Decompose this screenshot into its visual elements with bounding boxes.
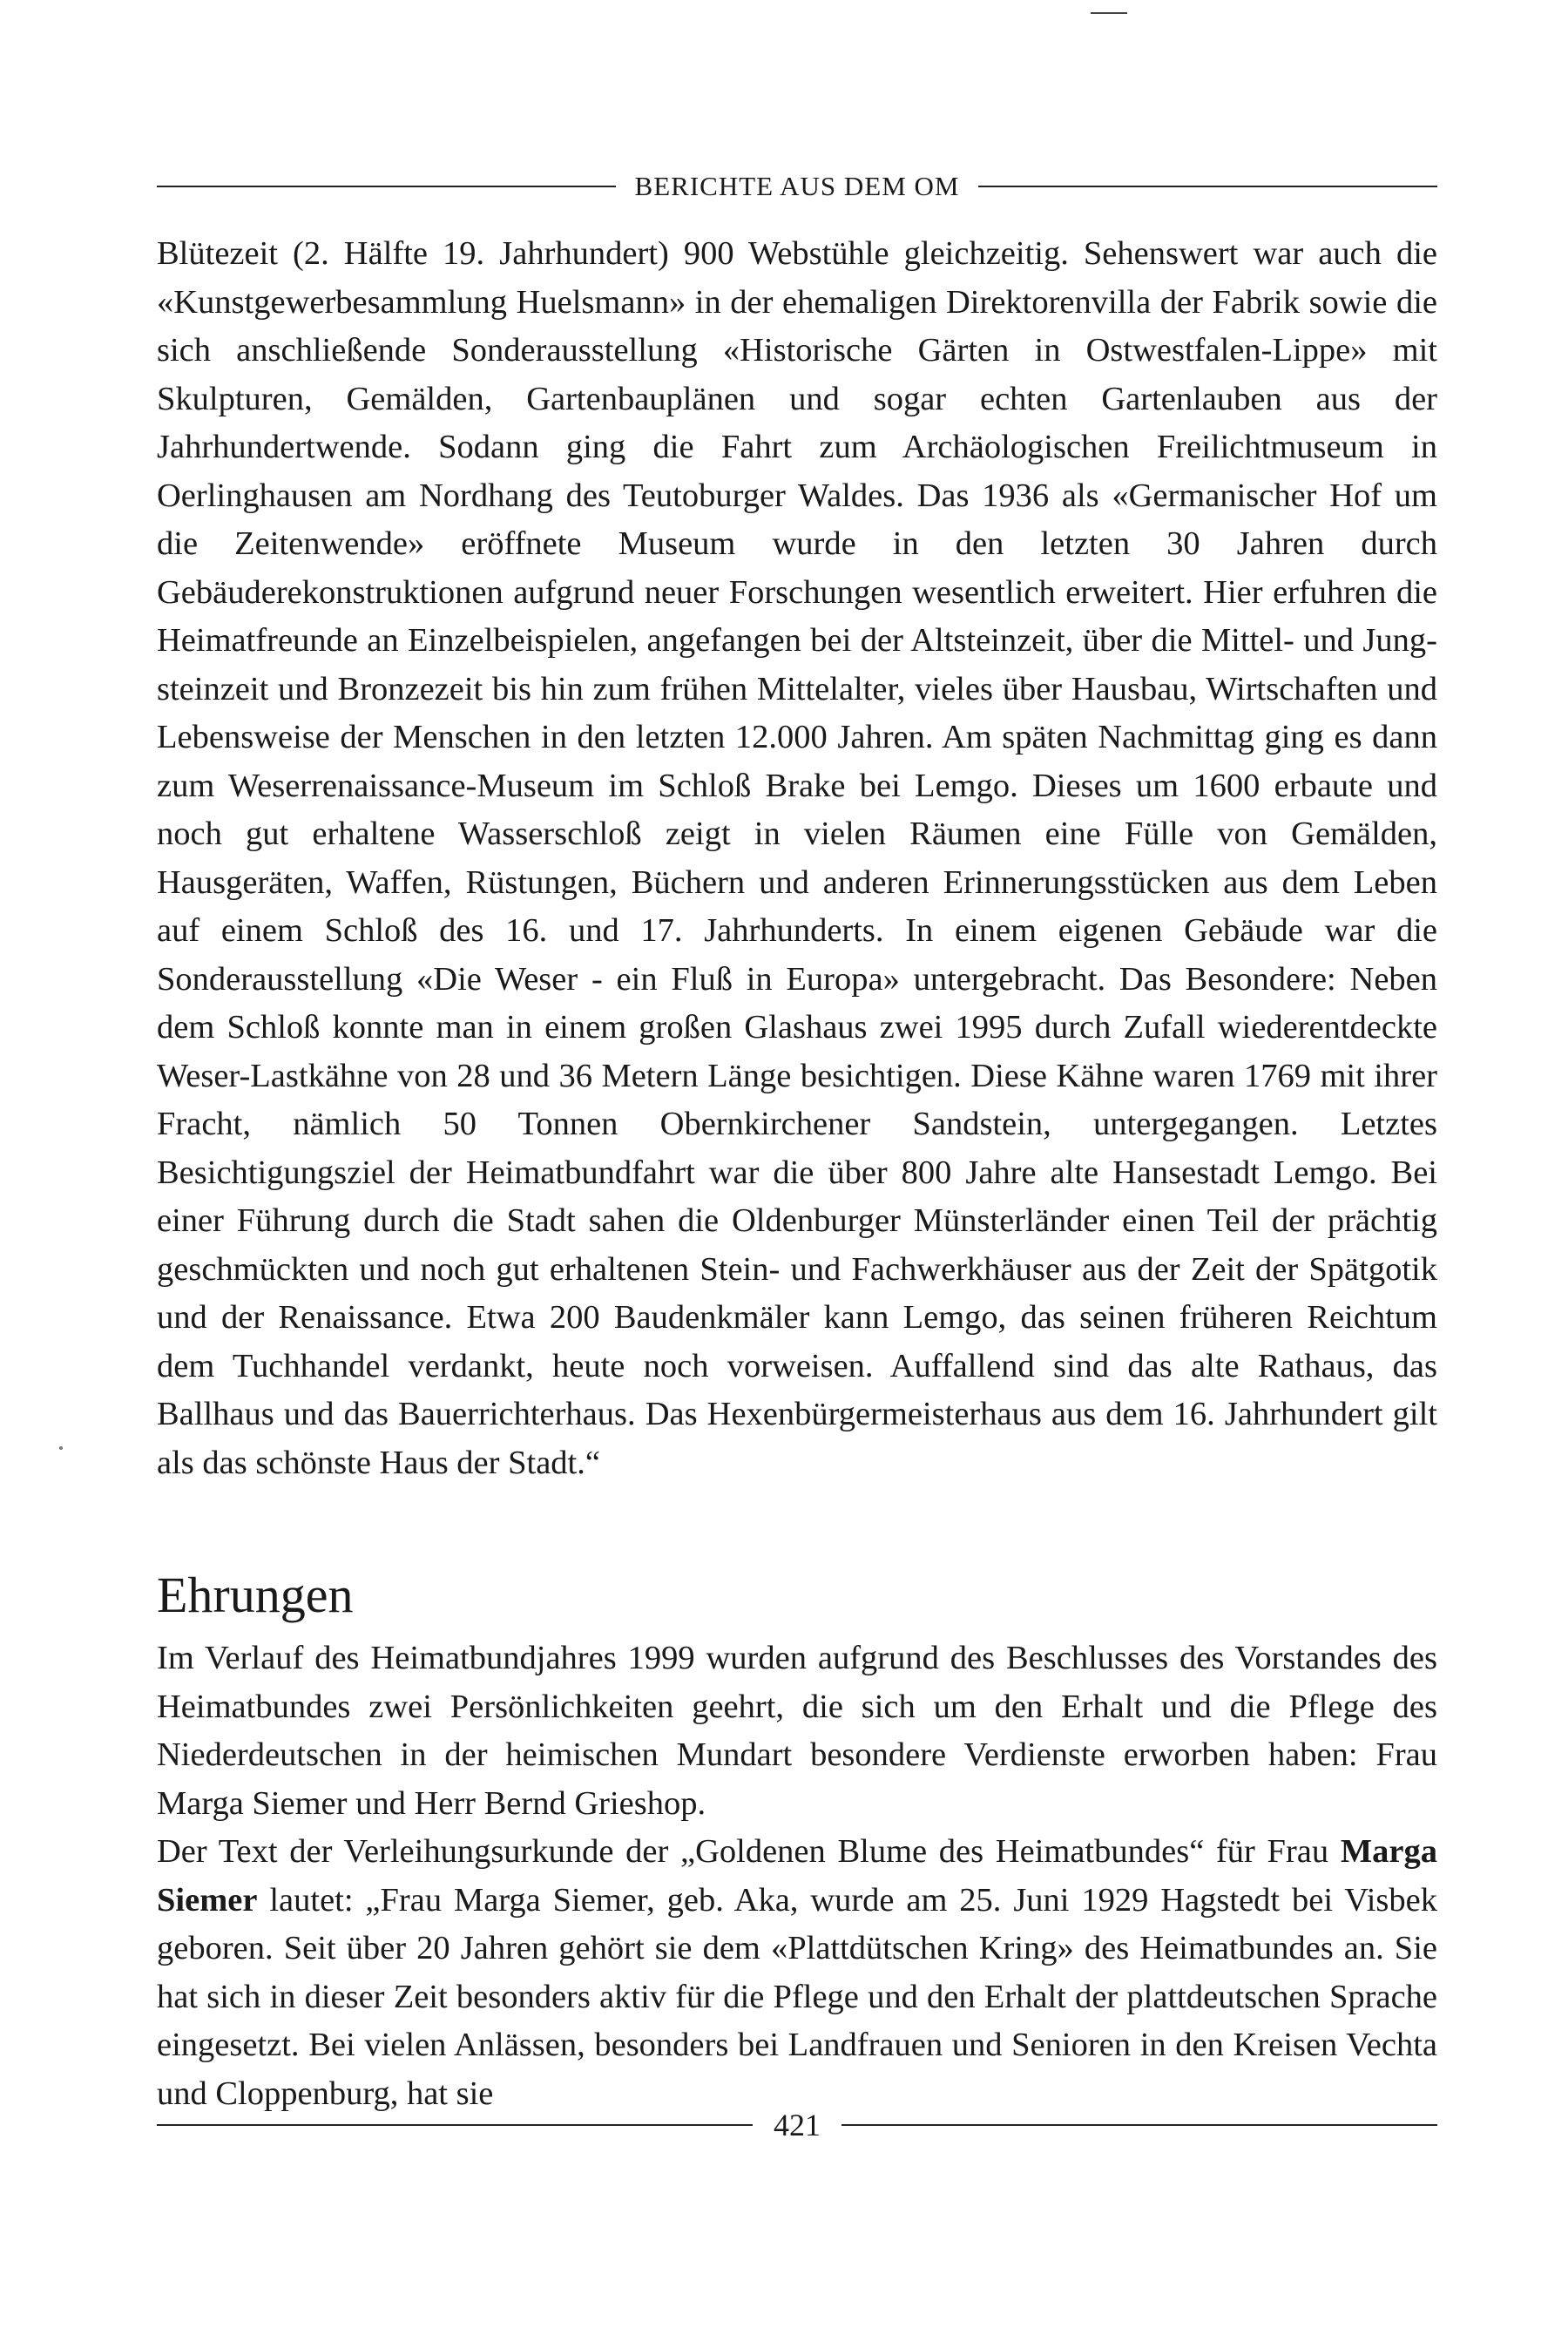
top-edge-mark [1091,12,1127,14]
running-header [157,171,1437,202]
honors-paragraph-2 [157,1828,1437,2118]
page-footer [157,2107,1437,2143]
margin-speck [59,1446,63,1450]
running-header-title: BERICHTE AUS DEM OM [634,171,960,201]
page-number: 421 [774,2108,821,2142]
honors-paragraph-2-rest: lautet: „Frau Marga Siemer, geb. Aka, wurde am 25. Juni 1929 Hagstedt bei Visbek geboren. Seit über 20 Jahren gehört sie dem «Plattdütschen Kring» des Heimatbundes an. Sie hat sich in dieser Zeit besonders aktiv für die Pflege und den Erhalt der plattdeutschen Sprache eingesetzt. Bei vielen Anlässen, besonders bei Landfrauen und Senioren in den Kreisen Vechta und Cloppenburg, hat sie [157,1881,1437,2112]
footer-rule-left [157,2124,753,2126]
header-rule-left [157,186,616,187]
footer-rule-right [841,2124,1437,2126]
honors-paragraph-1: Im Verlauf des Heimatbundjahres 1999 wurden aufgrund des Beschlusses des Vorstandes des Heimatbundes zwei Persönlichkeiten geehrt, die sich um den Erhalt und die Pflege des Niederdeutschen in der heimischen Mundart besondere Verdienste erworben haben: Frau Marga Siemer und Herr Bernd Grieshop. [157,1640,1437,1822]
intro-text-block [157,230,1437,1487]
honors-text-block [157,1634,1437,2118]
intro-paragraph: Blütezeit (2. Hälfte 19. Jahrhundert) 900 Webstühle gleichzeitig. Sehenswert war auch die «Kunstgewerbesammlung Huelsmann» in der ehemaligen Direktorenvilla der Fabrik sowie die sich anschließende Sonderausstellung «Historische Gärten in Ostwestfalen-Lippe» mit Skulpturen, Gemälden, Gartenbauplänen und sogar echten Gartenlauben aus der Jahrhundertwende. Sodann ging die Fahrt zum Archäologischen Freilichtmuseum in Oerlinghausen am Nordhang des Teutoburger Waldes. Das 1936 als «Germanischer Hof um die Zeitenwende» eröffnete Museum wurde in den letzten 30 Jahren durch Gebäuderekonstruktionen aufgrund neuer Forschungen wesentlich erweitert. Hier erfuhren die Heimatfreunde an Einzelbeispielen, angefangen bei der Altsteinzeit, über die Mittel- und Jungsteinzeit und Bronzezeit bis hin zum frühen Mittelalter, vieles über Hausbau, Wirtschaften und Lebensweise der Menschen in den letzten 12.000 Jahren. Am späten Nachmittag ging es dann zum Weserrenaissance-Museum im Schloß Brake bei Lemgo. Dieses um 1600 erbaute und noch gut erhaltene Wasserschloß zeigt in vielen Räumen eine Fülle von Gemälden, Hausgeräten, Waffen, Rüstungen, Büchern und anderen Erinnerungsstücken aus dem Leben auf einem Schloß des 16. und 17. Jahrhunderts. In einem eigenen Gebäude war die Sonderausstellung «Die Weser - ein Fluß in Europa» untergebracht. Das Besondere: Neben dem Schloß konnte man in einem großen Glashaus zwei 1995 durch Zufall wiederentdeckte Weser-Lastkähne von 28 und 36 Metern Länge besichtigen. Diese Kähne waren 1769 mit ihrer Fracht, nämlich 50 Tonnen Obernkirchener Sandstein, untergegangen. Letztes Besichtigungsziel der Heimatbundfahrt war die über 800 Jahre alte Hansestadt Lemgo. Bei einer Führung durch die Stadt sahen die Oldenburger Münsterländer einen Teil der prächtig geschmückten und noch gut erhaltenen Stein- und Fachwerkhäuser aus der Zeit der Spätgotik und der Renaissance. Etwa 200 Baudenkmäler kann Lemgo, das seinen früheren Reichtum dem Tuchhandel verdankt, heute noch vorweisen. Auffallend sind das alte Rathaus, das Ballhaus und das Bauerrichterhaus. Das Hexenbürgermeisterhaus aus dem 16. Jahrhundert gilt als das schönste Haus der Stadt.“ [157,235,1437,1481]
honoree-name: Marga Siemer [157,1833,1437,1919]
honors-paragraph-2-lead: Der Text der Verleihungsurkunde der „Goldenen Blume des Heimatbundes“ für Frau [157,1833,1341,1870]
header-rule-right [978,186,1437,187]
section-heading-ehrungen: Ehrungen [157,1567,354,1623]
